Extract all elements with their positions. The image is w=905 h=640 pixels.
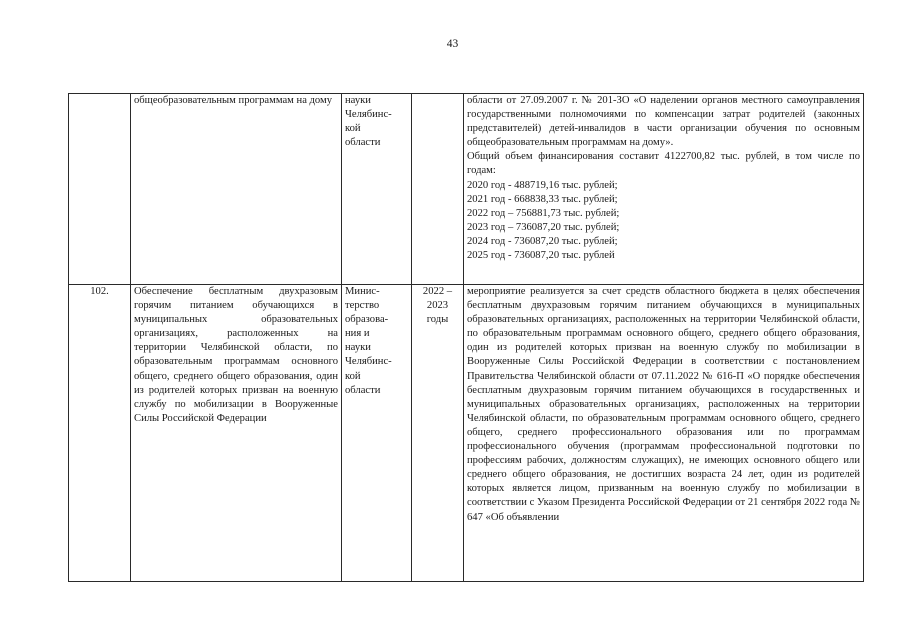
measure-name-text: Обеспечение бесплатным двухразовым горячим питанием обучающихся в муниципальных образовательных организациях, расположенных на территории Челябинской области, по образовательным программам основного общего, среднего общего образования, один из родителей которых призван на военную службу по мобилизации в Вооруженные Силы Российской Федерации (134, 286, 338, 424)
executor-line: терство (345, 300, 380, 312)
executor-cell (342, 285, 412, 582)
executor-line: ния и (345, 328, 370, 340)
term-line: 2023 (426, 300, 449, 312)
term-line: 2022 – (422, 286, 453, 297)
description-cell (464, 94, 864, 285)
funding-year-line: 2025 год - 736087,20 тыс. рублей (467, 250, 615, 262)
executor-line: области (345, 384, 381, 396)
executor-line: области (345, 137, 381, 149)
funding-year-line: 2023 год – 736087,20 тыс. рублей; (467, 221, 620, 233)
executor-line: науки (345, 95, 371, 106)
measure-name-cell (131, 285, 342, 582)
funding-year-line: 2024 год - 736087,20 тыс. рублей; (467, 235, 618, 247)
executor-cell (342, 94, 412, 285)
row-number-cell: 102. (69, 285, 131, 582)
row-number-cell (69, 94, 131, 285)
measure-name-cell (131, 94, 342, 285)
executor-line: Минис- (345, 286, 380, 297)
funding-year-line: 2022 год – 756881,73 тыс. рублей; (467, 207, 620, 219)
executor-line: Челябинс- (345, 109, 392, 121)
table-row (69, 285, 864, 582)
description-paragraph: области от 27.09.2007 г. № 201-ЗО «О наделении органов местного самоуправления государственными полномочиями по компенсации затрат родителей (законных представителей) детей-инвалидов в части организации обучения по основным общеобразовательным программам на дому». (467, 95, 860, 149)
funding-year-line: 2021 год - 668838,33 тыс. рублей; (467, 193, 618, 205)
measures-table (68, 93, 864, 582)
executor-line: кой (345, 123, 361, 135)
term-line: годы (426, 314, 449, 326)
executor-line: образова- (345, 314, 389, 326)
description-cell (464, 285, 864, 582)
table-row (69, 94, 864, 285)
term-cell (412, 94, 464, 285)
executor-line: Челябинс- (345, 356, 392, 368)
measure-name-text: общеобразовательным программам на дому (134, 95, 333, 106)
term-cell (412, 285, 464, 582)
page-number: 43 (446, 38, 459, 50)
funding-total: Общий объем финансирования составит 4122700,82 тыс. рублей, в том числе по годам: (467, 151, 860, 177)
funding-year-line: 2020 год - 488719,16 тыс. рублей; (467, 179, 618, 191)
executor-line: науки (345, 342, 371, 354)
executor-line: кой (345, 370, 361, 382)
description-paragraph: мероприятие реализуется за счет средств областного бюджета в целях обеспечения бесплатным двухразовым горячим питанием обучающихся в муниципальных образовательных организациях, расположенных на территории Челябинской области, по образовательным программам основного общего, среднего общего образования, один из родителей которых призван на военную службу по мобилизации в Вооруженные Силы Российской Федерации в соответствии с постановлением Правительства Челябинской области от 07.11.2022 № 616-П «О порядке обеспечения бесплатным двухразовым горячим питанием обучающихся в государственных и муниципальных образовательных организациях, расположенных на территории Челябинской области, по образовательным программам основного общего, среднего общего, среднего профессионального образования или по программам профессионального обучения (программам профессиональной подготовки по профессиям рабочих, должностям служащих), не имеющих основного общего или среднего общего образования, не достигших возраста 24 лет, один из родителей которых является лицом, призванным на военную службу по мобилизации в соответствии с Указом Президента Российской Федерации от 21 сентября 2022 года № 647 «Об объявлении (467, 286, 860, 523)
